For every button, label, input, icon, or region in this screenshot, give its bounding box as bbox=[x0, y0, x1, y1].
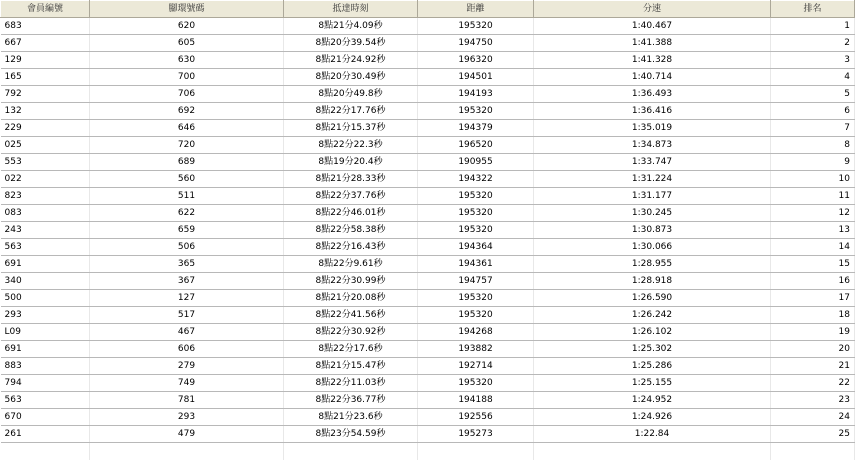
distance-cell: 195320 bbox=[418, 307, 534, 324]
rank-cell: 12 bbox=[771, 205, 855, 222]
member-id-cell: 794 bbox=[1, 375, 90, 392]
distance-cell: 195320 bbox=[418, 290, 534, 307]
speed-cell: 1:30.245 bbox=[534, 205, 771, 222]
rank-cell: 7 bbox=[771, 120, 855, 137]
member-id-cell: 670 bbox=[1, 409, 90, 426]
member-id-cell: 553 bbox=[1, 154, 90, 171]
ring-number-cell: 622 bbox=[90, 205, 284, 222]
member-id-cell: 229 bbox=[1, 120, 90, 137]
table-row[interactable] bbox=[1, 358, 855, 375]
distance-cell: 193882 bbox=[418, 341, 534, 358]
distance-cell: 195320 bbox=[418, 205, 534, 222]
speed-cell: 1:40.467 bbox=[534, 18, 771, 35]
speed-cell: 1:35.019 bbox=[534, 120, 771, 137]
table-row[interactable] bbox=[1, 256, 855, 273]
member-id-cell: 563 bbox=[1, 239, 90, 256]
member-id-cell: 500 bbox=[1, 290, 90, 307]
table-row[interactable] bbox=[1, 426, 855, 443]
table-row[interactable] bbox=[1, 392, 855, 409]
distance-cell: 194379 bbox=[418, 120, 534, 137]
arrival-time-cell: 8點20分39.54秒 bbox=[284, 35, 418, 52]
speed-cell: 1:33.747 bbox=[534, 154, 771, 171]
table-row[interactable] bbox=[1, 188, 855, 205]
arrival-time-cell: 8點20分49.8秒 bbox=[284, 86, 418, 103]
rank-cell: 10 bbox=[771, 171, 855, 188]
rank-cell: 8 bbox=[771, 137, 855, 154]
column-header-arrival-time[interactable]: 抵達時刻 bbox=[284, 1, 418, 18]
member-id-cell: 165 bbox=[1, 69, 90, 86]
ring-number-cell: 720 bbox=[90, 137, 284, 154]
member-id-cell: 129 bbox=[1, 52, 90, 69]
arrival-time-cell: 8點21分4.09秒 bbox=[284, 18, 418, 35]
member-id-cell: 261 bbox=[1, 426, 90, 443]
distance-cell: 192556 bbox=[418, 409, 534, 426]
member-id-cell: 083 bbox=[1, 205, 90, 222]
speed-cell: 1:41.388 bbox=[534, 35, 771, 52]
ring-number-cell: 749 bbox=[90, 375, 284, 392]
distance-cell: 195320 bbox=[418, 222, 534, 239]
arrival-time-cell: 8點22分46.01秒 bbox=[284, 205, 418, 222]
distance-cell: 195320 bbox=[418, 375, 534, 392]
table-row[interactable] bbox=[1, 52, 855, 69]
empty-cell bbox=[418, 443, 534, 460]
table-row[interactable] bbox=[1, 222, 855, 239]
ring-number-cell: 606 bbox=[90, 341, 284, 358]
speed-cell: 1:22.84 bbox=[534, 426, 771, 443]
rank-cell: 3 bbox=[771, 52, 855, 69]
arrival-time-cell: 8點22分37.76秒 bbox=[284, 188, 418, 205]
distance-cell: 194364 bbox=[418, 239, 534, 256]
speed-cell: 1:26.590 bbox=[534, 290, 771, 307]
table-row[interactable] bbox=[1, 375, 855, 392]
table-row[interactable] bbox=[1, 120, 855, 137]
table-row[interactable] bbox=[1, 409, 855, 426]
empty-cell bbox=[534, 443, 771, 460]
table-row[interactable] bbox=[1, 18, 855, 35]
arrival-time-cell: 8點21分15.47秒 bbox=[284, 358, 418, 375]
speed-cell: 1:25.155 bbox=[534, 375, 771, 392]
arrival-time-cell: 8點22分41.56秒 bbox=[284, 307, 418, 324]
ring-number-cell: 630 bbox=[90, 52, 284, 69]
table-row[interactable] bbox=[1, 69, 855, 86]
distance-cell: 194361 bbox=[418, 256, 534, 273]
rank-cell: 18 bbox=[771, 307, 855, 324]
ring-number-cell: 560 bbox=[90, 171, 284, 188]
speed-cell: 1:30.873 bbox=[534, 222, 771, 239]
member-id-cell: 792 bbox=[1, 86, 90, 103]
distance-cell: 194750 bbox=[418, 35, 534, 52]
empty-cell bbox=[1, 443, 90, 460]
empty-cell bbox=[90, 443, 284, 460]
speed-cell: 1:28.918 bbox=[534, 273, 771, 290]
arrival-time-cell: 8點21分23.6秒 bbox=[284, 409, 418, 426]
ring-number-cell: 367 bbox=[90, 273, 284, 290]
rank-cell: 19 bbox=[771, 324, 855, 341]
rank-cell: 16 bbox=[771, 273, 855, 290]
distance-cell: 194188 bbox=[418, 392, 534, 409]
arrival-time-cell: 8點23分54.59秒 bbox=[284, 426, 418, 443]
arrival-time-cell: 8點22分58.38秒 bbox=[284, 222, 418, 239]
rank-cell: 15 bbox=[771, 256, 855, 273]
speed-cell: 1:40.714 bbox=[534, 69, 771, 86]
empty-cell bbox=[284, 443, 418, 460]
speed-cell: 1:25.302 bbox=[534, 341, 771, 358]
arrival-time-cell: 8點22分36.77秒 bbox=[284, 392, 418, 409]
ring-number-cell: 692 bbox=[90, 103, 284, 120]
rank-cell: 11 bbox=[771, 188, 855, 205]
column-header-member-id[interactable]: 會員編號 bbox=[1, 1, 90, 18]
empty-row-area bbox=[1, 443, 855, 460]
distance-cell: 194193 bbox=[418, 86, 534, 103]
distance-cell: 194757 bbox=[418, 273, 534, 290]
arrival-time-cell: 8點19分20.4秒 bbox=[284, 154, 418, 171]
rank-cell: 1 bbox=[771, 18, 855, 35]
rank-cell: 25 bbox=[771, 426, 855, 443]
member-id-cell: 132 bbox=[1, 103, 90, 120]
ring-number-cell: 511 bbox=[90, 188, 284, 205]
table-row[interactable] bbox=[1, 154, 855, 171]
ring-number-cell: 659 bbox=[90, 222, 284, 239]
table-body bbox=[1, 18, 855, 460]
arrival-time-cell: 8點21分20.08秒 bbox=[284, 290, 418, 307]
speed-cell: 1:41.328 bbox=[534, 52, 771, 69]
rank-cell: 5 bbox=[771, 86, 855, 103]
table-row[interactable] bbox=[1, 205, 855, 222]
arrival-time-cell: 8點22分17.6秒 bbox=[284, 341, 418, 358]
rank-cell: 13 bbox=[771, 222, 855, 239]
ring-number-cell: 646 bbox=[90, 120, 284, 137]
arrival-time-cell: 8點22分22.3秒 bbox=[284, 137, 418, 154]
ring-number-cell: 127 bbox=[90, 290, 284, 307]
table-row[interactable] bbox=[1, 307, 855, 324]
distance-cell: 196320 bbox=[418, 52, 534, 69]
column-header-rank[interactable]: 排名 bbox=[771, 1, 855, 18]
column-header-ring-number[interactable]: 腳環號碼 bbox=[90, 1, 284, 18]
speed-cell: 1:31.224 bbox=[534, 171, 771, 188]
member-id-cell: 883 bbox=[1, 358, 90, 375]
speed-cell: 1:31.177 bbox=[534, 188, 771, 205]
table-row[interactable] bbox=[1, 35, 855, 52]
rank-cell: 9 bbox=[771, 154, 855, 171]
ring-number-cell: 293 bbox=[90, 409, 284, 426]
distance-cell: 196520 bbox=[418, 137, 534, 154]
table-row[interactable] bbox=[1, 341, 855, 358]
arrival-time-cell: 8點22分30.99秒 bbox=[284, 273, 418, 290]
table-row[interactable] bbox=[1, 324, 855, 341]
arrival-time-cell: 8點21分15.37秒 bbox=[284, 120, 418, 137]
table-row[interactable] bbox=[1, 290, 855, 307]
rank-cell: 17 bbox=[771, 290, 855, 307]
arrival-time-cell: 8點22分9.61秒 bbox=[284, 256, 418, 273]
speed-cell: 1:25.286 bbox=[534, 358, 771, 375]
table-row[interactable] bbox=[1, 171, 855, 188]
rank-cell: 2 bbox=[771, 35, 855, 52]
table-row[interactable] bbox=[1, 137, 855, 154]
speed-cell: 1:36.493 bbox=[534, 86, 771, 103]
member-id-cell: L09 bbox=[1, 324, 90, 341]
member-id-cell: 683 bbox=[1, 18, 90, 35]
rank-cell: 14 bbox=[771, 239, 855, 256]
ring-number-cell: 700 bbox=[90, 69, 284, 86]
table-row[interactable] bbox=[1, 273, 855, 290]
arrival-time-cell: 8點20分30.49秒 bbox=[284, 69, 418, 86]
column-header-speed[interactable]: 分速 bbox=[534, 1, 771, 18]
empty-cell bbox=[771, 443, 855, 460]
ring-number-cell: 620 bbox=[90, 18, 284, 35]
arrival-time-cell: 8點22分16.43秒 bbox=[284, 239, 418, 256]
arrival-time-cell: 8點22分17.76秒 bbox=[284, 103, 418, 120]
rank-cell: 20 bbox=[771, 341, 855, 358]
ring-number-cell: 781 bbox=[90, 392, 284, 409]
speed-cell: 1:34.873 bbox=[534, 137, 771, 154]
column-header-distance[interactable]: 距離 bbox=[418, 1, 534, 18]
speed-cell: 1:30.066 bbox=[534, 239, 771, 256]
ring-number-cell: 689 bbox=[90, 154, 284, 171]
ring-number-cell: 467 bbox=[90, 324, 284, 341]
distance-cell: 194268 bbox=[418, 324, 534, 341]
rank-cell: 21 bbox=[771, 358, 855, 375]
member-id-cell: 563 bbox=[1, 392, 90, 409]
arrival-time-cell: 8點22分30.92秒 bbox=[284, 324, 418, 341]
arrival-time-cell: 8點21分24.92秒 bbox=[284, 52, 418, 69]
member-id-cell: 293 bbox=[1, 307, 90, 324]
ring-number-cell: 517 bbox=[90, 307, 284, 324]
distance-cell: 194501 bbox=[418, 69, 534, 86]
ring-number-cell: 506 bbox=[90, 239, 284, 256]
speed-cell: 1:28.955 bbox=[534, 256, 771, 273]
ring-number-cell: 365 bbox=[90, 256, 284, 273]
rank-cell: 23 bbox=[771, 392, 855, 409]
distance-cell: 195320 bbox=[418, 188, 534, 205]
rank-cell: 6 bbox=[771, 103, 855, 120]
distance-cell: 192714 bbox=[418, 358, 534, 375]
ring-number-cell: 605 bbox=[90, 35, 284, 52]
ring-number-cell: 479 bbox=[90, 426, 284, 443]
member-id-cell: 667 bbox=[1, 35, 90, 52]
arrival-time-cell: 8點21分28.33秒 bbox=[284, 171, 418, 188]
member-id-cell: 243 bbox=[1, 222, 90, 239]
table-row[interactable] bbox=[1, 239, 855, 256]
speed-cell: 1:26.102 bbox=[534, 324, 771, 341]
arrival-time-cell: 8點22分11.03秒 bbox=[284, 375, 418, 392]
speed-cell: 1:24.952 bbox=[534, 392, 771, 409]
header-row bbox=[1, 1, 855, 18]
speed-cell: 1:24.926 bbox=[534, 409, 771, 426]
speed-cell: 1:36.416 bbox=[534, 103, 771, 120]
table-row[interactable] bbox=[1, 103, 855, 120]
rank-cell: 22 bbox=[771, 375, 855, 392]
member-id-cell: 691 bbox=[1, 341, 90, 358]
rank-cell: 24 bbox=[771, 409, 855, 426]
ring-number-cell: 706 bbox=[90, 86, 284, 103]
distance-cell: 195320 bbox=[418, 18, 534, 35]
rank-cell: 4 bbox=[771, 69, 855, 86]
table-row[interactable] bbox=[1, 86, 855, 103]
distance-cell: 190955 bbox=[418, 154, 534, 171]
member-id-cell: 691 bbox=[1, 256, 90, 273]
distance-cell: 194322 bbox=[418, 171, 534, 188]
distance-cell: 195320 bbox=[418, 103, 534, 120]
member-id-cell: 025 bbox=[1, 137, 90, 154]
speed-cell: 1:26.242 bbox=[534, 307, 771, 324]
member-id-cell: 340 bbox=[1, 273, 90, 290]
member-id-cell: 823 bbox=[1, 188, 90, 205]
distance-cell: 195273 bbox=[418, 426, 534, 443]
member-id-cell: 022 bbox=[1, 171, 90, 188]
ring-number-cell: 279 bbox=[90, 358, 284, 375]
